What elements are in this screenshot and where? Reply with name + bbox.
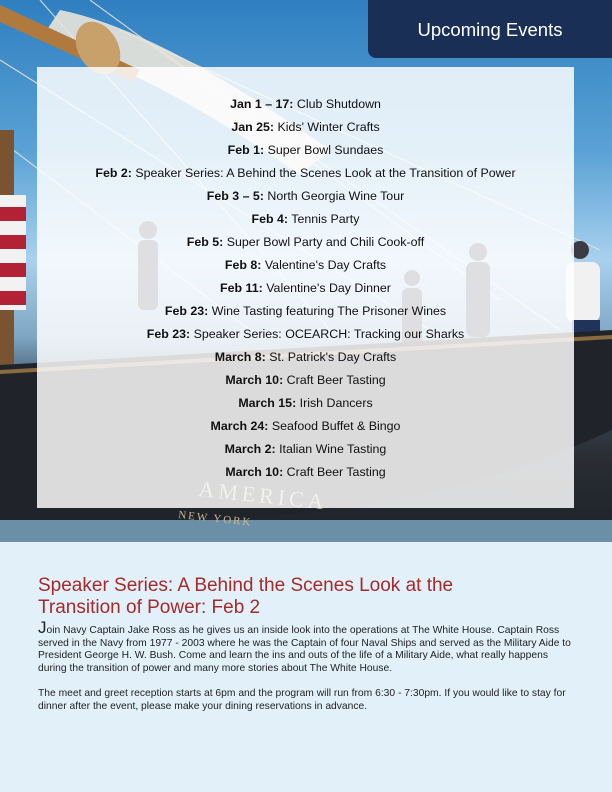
event-item	[37, 303, 574, 326]
event-name: Seafood Buffet & Bingo	[271, 419, 401, 433]
event-name: Italian Wine Tasting	[279, 442, 387, 456]
event-date: Feb 11:	[220, 281, 263, 295]
event-item	[37, 188, 574, 211]
event-item	[37, 395, 574, 418]
event-date: Feb 2:	[95, 166, 132, 180]
event-item	[37, 372, 574, 395]
event-name: North Georgia Wine Tour	[267, 189, 405, 203]
event-date: Feb 23:	[164, 304, 209, 318]
event-date: Feb 3 – 5:	[206, 189, 264, 203]
event-item	[37, 211, 574, 234]
article-heading-line1: Speaker Series: A Behind the Scenes Look at the	[38, 575, 454, 596]
event-date: Feb 5:	[186, 235, 224, 249]
event-item	[37, 464, 574, 487]
event-date: Feb 4:	[251, 212, 289, 226]
event-date: March 24:	[210, 419, 269, 433]
event-name: Wine Tasting featuring The Prisoner Wines	[211, 304, 447, 318]
event-item	[37, 234, 574, 257]
event-name: Super Bowl Party and Chili Cook-off	[226, 235, 425, 249]
event-name: St. Patrick's Day Crafts	[269, 350, 397, 364]
event-name: Valentine's Day Dinner	[266, 281, 391, 295]
article-paragraph-1	[38, 618, 574, 675]
event-item	[37, 418, 574, 441]
event-item	[37, 96, 574, 119]
event-name: Craft Beer Tasting	[286, 373, 386, 387]
event-date: March 10:	[225, 465, 284, 479]
event-item	[37, 142, 574, 165]
article-heading-line2: Transition of Power: Feb 2	[38, 597, 261, 618]
event-item	[37, 280, 574, 303]
event-date: March 10:	[225, 373, 284, 387]
event-date: March 15:	[238, 396, 297, 410]
event-item	[37, 326, 574, 349]
event-item	[37, 165, 574, 188]
event-item	[37, 257, 574, 280]
article-paragraph-1-text: oin Navy Captain Jake Ross as he gives us an inside look into the operations at The White House. Captain Ross served in the Navy from 1977 - 2003 where he was the Captain of four Naval Ships and served as the Military Aide to President George H. W. Bush. Come and learn the ins and outs of the life of a Military Aide, what really happens during the transition of power and many more stories about The White House.	[38, 625, 571, 674]
drop-cap: J	[38, 618, 47, 637]
event-item	[37, 119, 574, 142]
article-heading	[38, 575, 574, 619]
event-date: Feb 8:	[224, 258, 262, 272]
banner-title: Upcoming Events	[417, 19, 563, 40]
event-name: Kids' Winter Crafts	[277, 120, 380, 134]
event-name: Valentine's Day Crafts	[264, 258, 387, 272]
event-date: Jan 1 – 17:	[230, 97, 294, 111]
speaker-series-article	[38, 575, 574, 714]
event-name: Super Bowl Sundaes	[267, 143, 384, 157]
events-panel	[37, 67, 574, 508]
event-name: Speaker Series: OCEARCH: Tracking our Sharks	[193, 327, 465, 341]
article-paragraph-2: The meet and greet reception starts at 6pm and the program will run from 6:30 - 7:30pm. If you would like to stay for dinner after the event, please make your dining reservations in advance.	[38, 688, 566, 712]
event-name: Speaker Series: A Behind the Scenes Look at the Transition of Power	[135, 166, 516, 180]
event-name: Irish Dancers	[299, 396, 373, 410]
event-name: Craft Beer Tasting	[286, 465, 386, 479]
event-item	[37, 349, 574, 372]
event-date: Feb 23:	[146, 327, 191, 341]
events-list	[37, 96, 574, 487]
event-date: Feb 1:	[227, 143, 265, 157]
event-name: Tennis Party	[291, 212, 360, 226]
event-date: March 2:	[224, 442, 276, 456]
event-date: March 8:	[214, 350, 266, 364]
hull-subtext: NEW YORK	[177, 509, 253, 529]
events-banner	[368, 0, 612, 58]
event-date: Jan 25:	[231, 120, 275, 134]
event-name: Club Shutdown	[296, 97, 381, 111]
event-item	[37, 441, 574, 464]
